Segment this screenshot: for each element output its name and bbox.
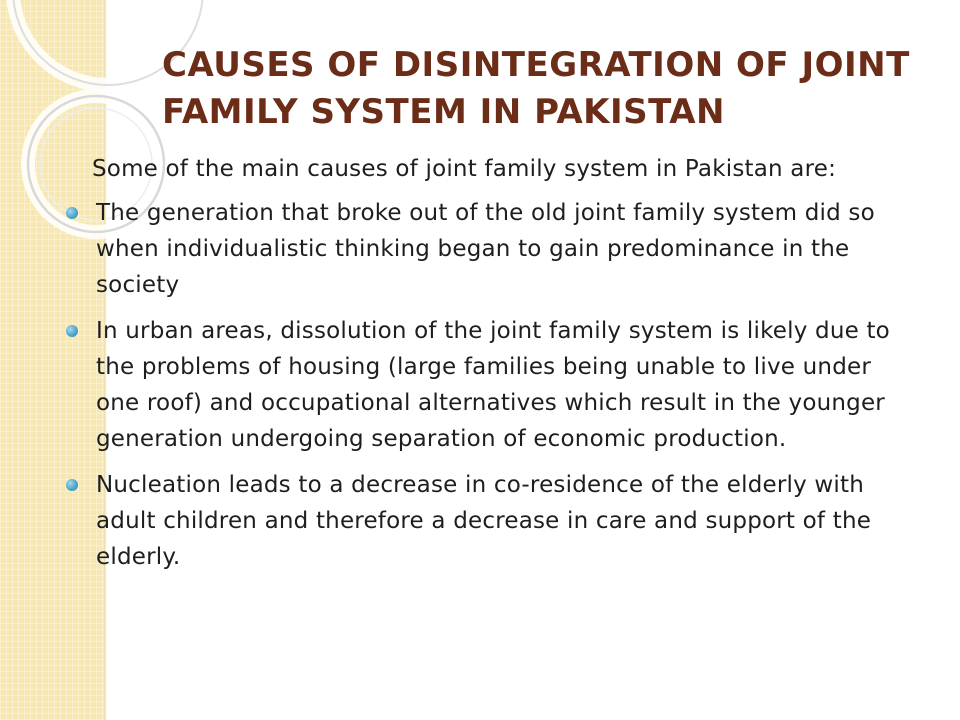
slide-body <box>64 151 904 585</box>
bullet-dot-icon <box>66 325 78 337</box>
bullet-dot-icon <box>66 479 78 491</box>
bullet-item <box>64 313 904 457</box>
bullet-item <box>64 467 904 575</box>
slide-title: CAUSES OF DISINTEGRATION OF JOINT FAMILY SYSTEM IN PAKISTAN <box>162 45 910 132</box>
bullet-text: In urban areas, dissolution of the joint family system is likely due to the problems of housing (large families being unable to live under one roof) and occupational alternatives which result in the younger generation undergoing separation of economic production. <box>96 318 890 452</box>
bullet-text: Nucleation leads to a decrease in co-residence of the elderly with adult children and therefore a decrease in care and support of the elderly. <box>96 472 872 570</box>
bullet-list <box>64 195 904 575</box>
bullet-item <box>64 195 904 303</box>
bullet-text: The generation that broke out of the old joint family system did so when individualistic thinking began to gain predominance in the society <box>96 200 875 298</box>
bullet-dot-icon <box>66 207 78 219</box>
intro-text: Some of the main causes of joint family system in Pakistan are: <box>92 156 837 182</box>
